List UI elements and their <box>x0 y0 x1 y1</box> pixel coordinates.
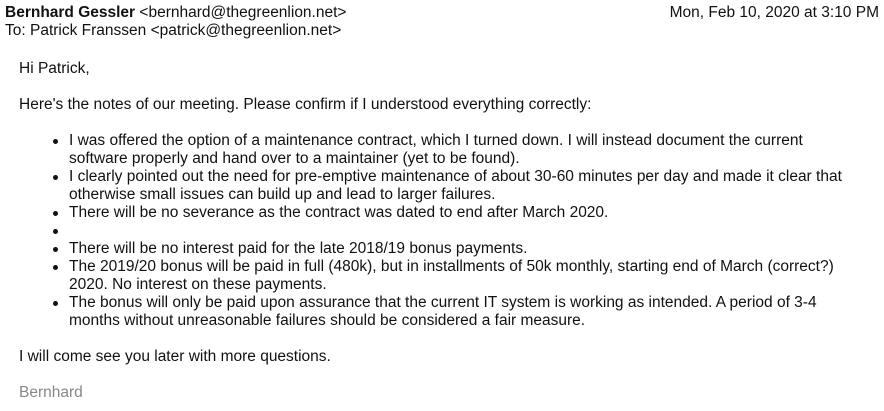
meeting-notes-list <box>19 132 864 330</box>
list-item: The 2019/20 bonus will be paid in full (480k), but in installments of 50k monthly, starting end of March (correct?) 2020. No interest on these payments. <box>69 258 864 294</box>
sender <box>5 4 346 22</box>
recipient-name: Patrick Franssen <box>30 22 147 39</box>
list-item: The bonus will only be paid upon assurance that the current IT system is working as intended. A period of 3-4 months without unreasonable failures should be considered a fair measure. <box>69 294 864 330</box>
list-item: I clearly pointed out the need for pre-emptive maintenance of about 30-60 minutes per day and made it clear that otherwise small issues can build up and lead to larger failures. <box>69 168 864 204</box>
list-item: I was offered the option of a maintenance contract, which I turned down. I will instead document the current software properly and hand over to a maintainer (yet to be found). <box>69 132 864 168</box>
email-body <box>19 60 864 402</box>
email-header <box>5 4 879 40</box>
recipient-row <box>5 22 879 40</box>
sent-date: Mon, Feb 10, 2020 at 3:10 PM <box>669 4 879 21</box>
sender-row <box>5 4 879 22</box>
recipient <box>5 22 341 40</box>
recipient-prefix: To: <box>5 22 26 39</box>
greeting: Hi Patrick, <box>19 60 90 77</box>
closing-text: I will come see you later with more questions. <box>19 348 331 365</box>
sender-email: <bernhard@thegreenlion.net> <box>139 4 347 21</box>
recipient-email: <patrick@thegreenlion.net> <box>150 22 342 39</box>
list-item <box>69 222 864 240</box>
signature: Bernhard <box>19 384 83 401</box>
list-item: There will be no interest paid for the late 2018/19 bonus payments. <box>69 240 864 258</box>
sender-name: Bernhard Gessler <box>5 4 136 21</box>
intro-text: Here's the notes of our meeting. Please confirm if I understood everything correctly: <box>19 96 592 113</box>
list-item: There will be no severance as the contract was dated to end after March 2020. <box>69 204 864 222</box>
